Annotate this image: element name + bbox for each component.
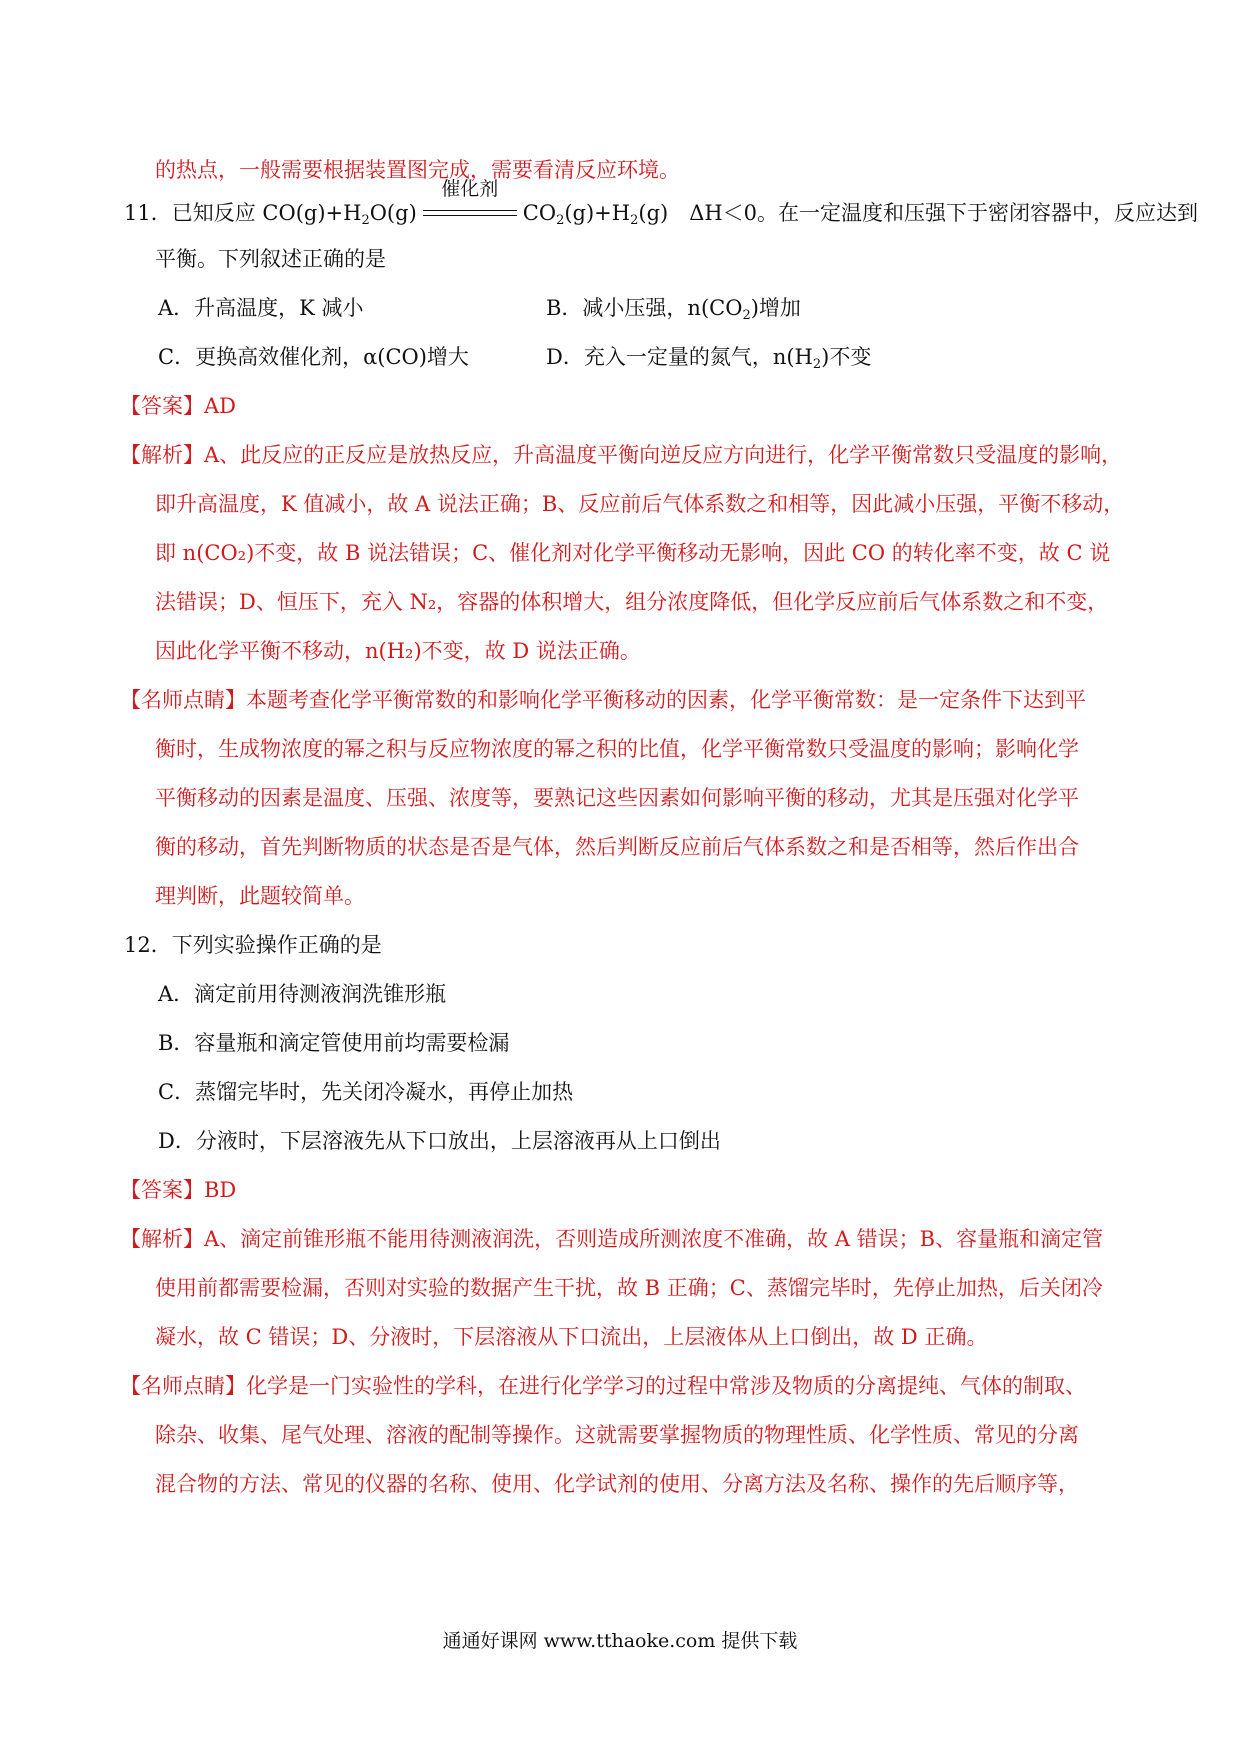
q12-option-a: A．滴定前用待测液润洗锥形瓶 xyxy=(158,982,447,1006)
q11-analysis-line-5: 因此化学平衡不移动，n(H₂)不变，故 D 说法正确。 xyxy=(155,639,641,663)
q11-tip-line-3: 平衡移动的因素是温度、压强、浓度等，要熟记这些因素如何影响平衡的移动，尤其是压强对化学平 xyxy=(155,786,1079,810)
page-footer: 通通好课网 www.tthaoke.com 提供下载 xyxy=(442,1630,798,1652)
q11-analysis-line-4: 法错误；D、恒压下，充入 N₂，容器的体积增大，组分浓度降低，但化学反应前后气体系数之和不变， xyxy=(155,590,1109,614)
q12-option-c: C．蒸馏完毕时，先关闭冷凝水，再停止加热 xyxy=(158,1080,574,1104)
q12-analysis-line-1: 【解析】A、滴定前锥形瓶不能用待测液润洗，否则造成所测浓度不准确，故 A 错误；B、容量瓶和滴定管 xyxy=(120,1227,1104,1251)
q11-tip-line-2: 衡时，生成物浓度的幂之积与反应物浓度的幂之积的比值，化学平衡常数只受温度的影响；影响化学 xyxy=(155,737,1079,761)
q11-answer: 【答案】AD xyxy=(120,394,237,418)
q11-option-d: D．充入一定量的氮气，$n(H_2)$不变 xyxy=(546,345,872,372)
q11-analysis-line-3: 即 n(CO₂)不变，故 B 说法错误；C、催化剂对化学平衡移动无影响，因此 CO 的转化率不变，故 C 说 xyxy=(155,541,1111,565)
q11-stem-line2: 平衡。下列叙述正确的是 xyxy=(155,247,386,271)
q12-analysis-line-2: 使用前都需要检漏，否则对实验的数据产生干扰，故 B 正确；C、蒸馏完毕时，先停止加热，后关闭冷 xyxy=(155,1276,1103,1300)
q12-answer: 【答案】BD xyxy=(120,1178,237,1202)
q12-analysis-line-3: 凝水，故 C 错误；D、分液时，下层溶液从下口流出，上层液体从上口倒出，故 D 正确。 xyxy=(155,1325,988,1349)
q12-tip-line-1: 【名师点睛】化学是一门实验性的学科，在进行化学学习的过程中常涉及物质的分离提纯、气体的制取、 xyxy=(120,1374,1086,1398)
q12-number: 12． xyxy=(124,933,172,957)
q11-analysis-line-1: 【解析】A、此反应的正反应是放热反应，升高温度平衡向逆反应方向进行，化学平衡常数只受温度的影响， xyxy=(120,443,1123,467)
q11-tip-line-4: 衡的移动，首先判断物质的状态是否是气体，然后判断反应前后气体系数之和是否相等，然后作出合 xyxy=(155,835,1079,859)
q11-option-c: C．更换高效催化剂，α(CO)增大 xyxy=(158,345,469,369)
q12-stem: 12．下列实验操作正确的是 xyxy=(124,933,382,957)
q11-tip-line-1: 【名师点睛】本题考查化学平衡常数的和影响化学平衡移动的因素，化学平衡常数：是一定条件下达到平 xyxy=(120,688,1086,712)
q11-tip-line-5: 理判断，此题较简单。 xyxy=(155,884,365,908)
catalyst-label: 催化剂 xyxy=(441,178,499,200)
q12-tip-line-3: 混合物的方法、常见的仪器的名称、使用、化学试剂的使用、分离方法及名称、操作的先后顺序等， xyxy=(155,1472,1079,1496)
q12-tip-line-2: 除杂、收集、尾气处理、溶液的配制等操作。这就需要掌握物质的物理性质、化学性质、常见的分离 xyxy=(155,1423,1079,1447)
q11-option-a: A．升高温度，K 减小 xyxy=(158,296,364,320)
q11-number: 11． xyxy=(124,201,172,225)
q11-option-b: B．减小压强，$n(CO_2)$增加 xyxy=(546,296,801,323)
catalyst-arrow xyxy=(419,178,521,228)
q12-option-b: B．容量瓶和滴定管使用前均需要检漏 xyxy=(158,1031,510,1055)
q11-analysis-line-2: 即升高温度，K 值减小，故 A 说法正确；B、反应前后气体系数之和相等，因此减小压强，平衡不移动， xyxy=(155,492,1125,516)
q12-option-d: D．分液时，下层溶液先从下口放出，上层溶液再从上口倒出 xyxy=(158,1129,721,1153)
continuation-text: 的热点，一般需要根据装置图完成，需要看清反应环境。 xyxy=(155,158,680,182)
q11-stem-line1: 11．已知反应 $CO(g)+H_2O(g)$ 催化剂 $CO_2(g)+H_2(g)$ ΔH＜0。在一定温度和压强下于密闭容器中，反应达到 xyxy=(124,178,1199,228)
